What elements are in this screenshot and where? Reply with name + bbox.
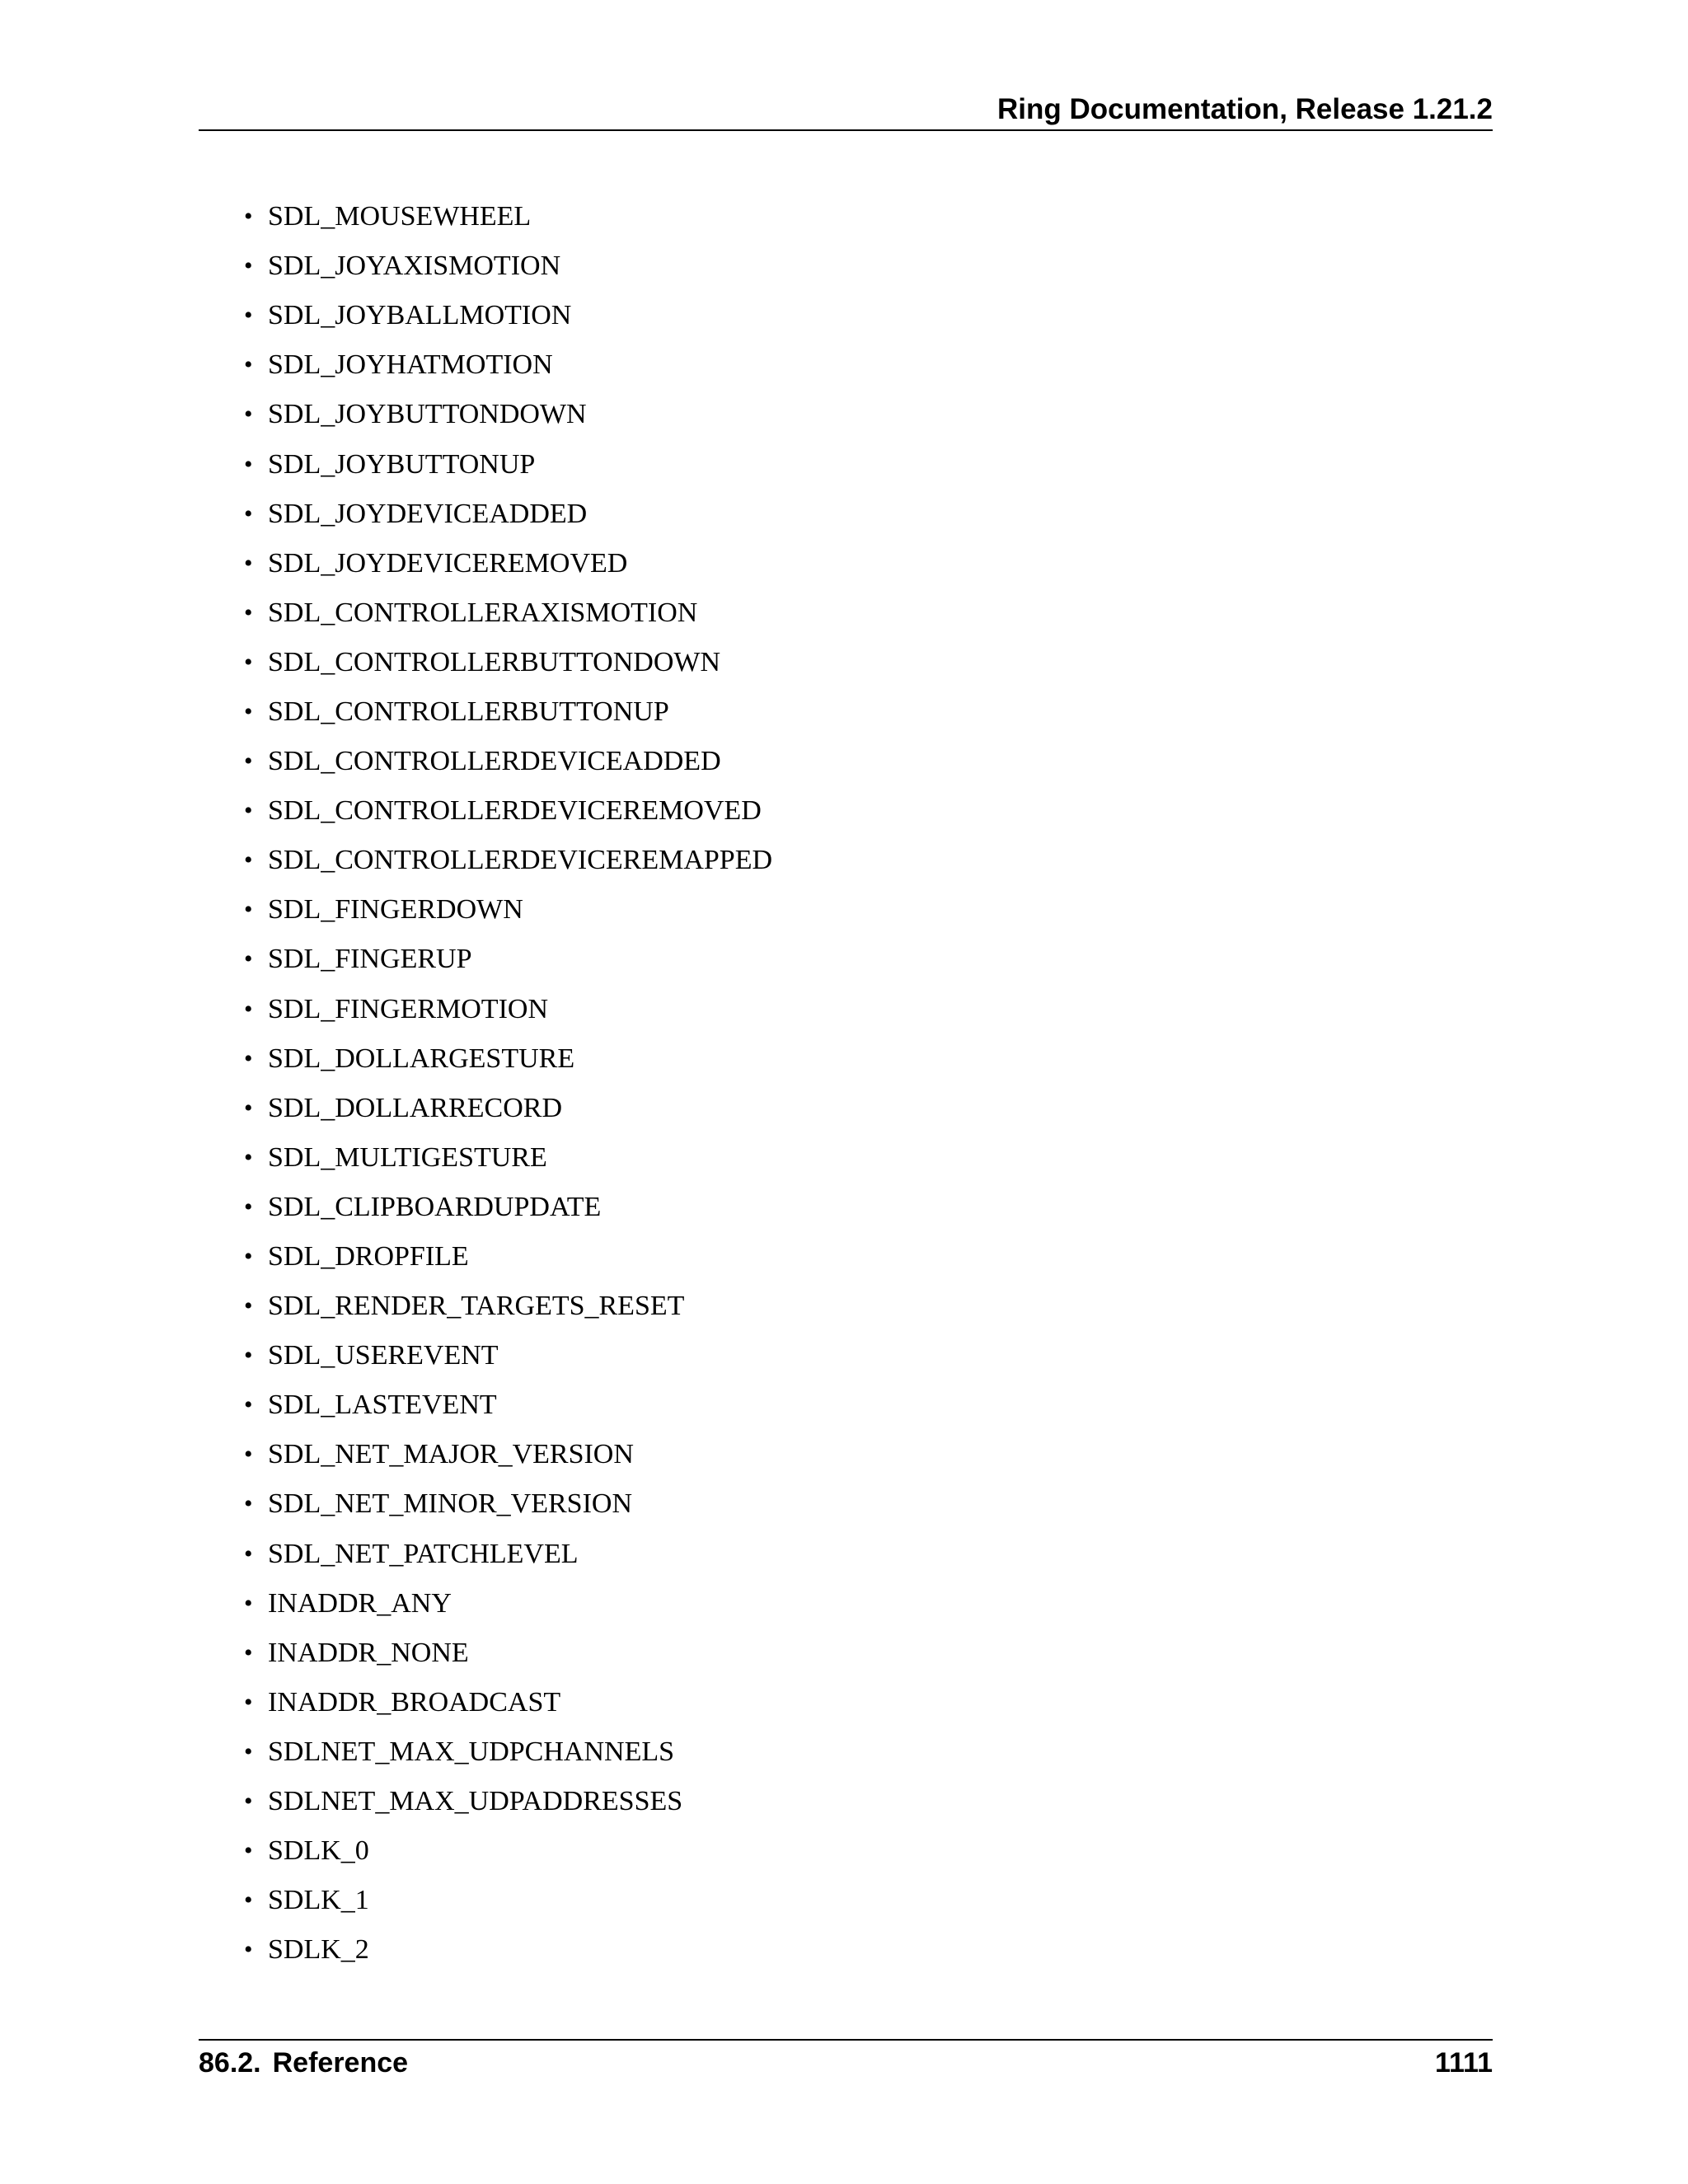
list-item — [244, 638, 772, 687]
list-item — [244, 985, 772, 1034]
bullet-icon: • — [244, 1737, 253, 1765]
list-item-text: INADDR_BROADCAST — [268, 1686, 561, 1718]
list-item-text: SDLK_1 — [268, 1885, 369, 1916]
list-item — [244, 737, 772, 786]
list-item-text: SDL_FINGERMOTION — [268, 993, 548, 1024]
list-item — [244, 588, 772, 638]
list-item — [244, 291, 772, 340]
list-item — [244, 439, 772, 489]
bullet-icon: • — [244, 748, 253, 776]
bullet-icon: • — [244, 648, 253, 676]
bullet-icon: • — [244, 549, 253, 577]
list-item-text: SDLNET_MAX_UDPCHANNELS — [268, 1736, 675, 1767]
bullet-icon: • — [244, 598, 253, 626]
bullet-icon: • — [244, 1589, 253, 1617]
footer-rule — [199, 2039, 1493, 2041]
bullet-icon: • — [244, 203, 253, 231]
list-item-text: SDL_DOLLARGESTURE — [268, 1043, 575, 1074]
bullet-icon: • — [244, 1837, 253, 1865]
bullet-icon: • — [244, 896, 253, 924]
list-item-text: INADDR_ANY — [268, 1587, 452, 1619]
footer-section-number: 86.2. — [199, 2047, 261, 2079]
bullet-icon: • — [244, 302, 253, 330]
list-item-text: SDL_NET_MAJOR_VERSION — [268, 1439, 634, 1470]
bullet-icon: • — [244, 697, 253, 725]
footer-page-number: 1111 — [1434, 2047, 1493, 2079]
list-item-text: SDL_CONTROLLERAXISMOTION — [268, 597, 698, 628]
bullet-icon: • — [244, 846, 253, 874]
list-item — [244, 1876, 772, 1925]
list-item — [244, 1479, 772, 1529]
bullet-icon: • — [244, 945, 253, 973]
list-item-text: SDL_DROPFILE — [268, 1241, 469, 1272]
list-item — [244, 1430, 772, 1479]
list-item-text: SDLK_0 — [268, 1835, 369, 1867]
bullet-icon: • — [244, 351, 253, 379]
bullet-icon: • — [244, 1094, 253, 1122]
list-item-text: SDL_LASTEVENT — [268, 1390, 497, 1421]
list-item-text: SDL_MOUSEWHEEL — [268, 201, 532, 232]
list-item — [244, 786, 772, 836]
bullet-icon: • — [244, 1292, 253, 1320]
list-item — [244, 1678, 772, 1727]
list-item — [244, 1034, 772, 1084]
list-item — [244, 390, 772, 439]
list-item-text: SDL_MULTIGESTURE — [268, 1141, 547, 1173]
list-item-text: SDL_JOYHATMOTION — [268, 349, 553, 381]
list-item — [244, 192, 772, 241]
bullet-icon: • — [244, 1243, 253, 1271]
list-item — [244, 1629, 772, 1678]
list-item — [244, 1579, 772, 1629]
list-item-text: SDL_CONTROLLERDEVICEREMOVED — [268, 795, 762, 827]
list-item-text: SDL_FINGERDOWN — [268, 894, 523, 926]
list-item-text: INADDR_NONE — [268, 1637, 469, 1668]
list-item-text: SDL_RENDER_TARGETS_RESET — [268, 1291, 685, 1322]
list-item-text: SDL_CONTROLLERBUTTONDOWN — [268, 646, 721, 677]
bullet-icon: • — [244, 1441, 253, 1469]
list-item — [244, 340, 772, 390]
list-item-text: SDLNET_MAX_UDPADDRESSES — [268, 1786, 683, 1817]
bullet-icon: • — [244, 1391, 253, 1419]
list-item-text: SDL_CONTROLLERDEVICEREMAPPED — [268, 845, 773, 876]
list-item-text: SDL_FINGERUP — [268, 944, 472, 975]
list-item — [244, 1133, 772, 1183]
bullet-icon: • — [244, 995, 253, 1023]
list-item — [244, 539, 772, 588]
list-item — [244, 935, 772, 984]
list-item-text: SDL_CONTROLLERBUTTONUP — [268, 696, 669, 727]
list-item — [244, 1232, 772, 1282]
bullet-icon: • — [244, 252, 253, 280]
bullet-icon: • — [244, 1044, 253, 1072]
list-item-text: SDL_DOLLARRECORD — [268, 1092, 563, 1123]
list-item — [244, 241, 772, 291]
list-item-text: SDL_CONTROLLERDEVICEADDED — [268, 746, 721, 777]
bullet-icon: • — [244, 1540, 253, 1568]
bullet-icon: • — [244, 797, 253, 825]
list-item-text: SDL_USEREVENT — [268, 1340, 499, 1371]
list-item-text: SDL_CLIPBOARDUPDATE — [268, 1191, 602, 1222]
list-item-text: SDL_JOYBUTTONUP — [268, 448, 536, 480]
list-item — [244, 1084, 772, 1133]
list-item — [244, 1727, 772, 1777]
bullet-icon: • — [244, 1143, 253, 1171]
list-item — [244, 836, 772, 885]
bullet-icon: • — [244, 1788, 253, 1816]
list-item — [244, 1777, 772, 1826]
list-item — [244, 1826, 772, 1876]
header-rule — [199, 129, 1493, 131]
list-item — [244, 490, 772, 539]
list-item — [244, 1530, 772, 1579]
list-item-text: SDL_JOYBALLMOTION — [268, 300, 572, 331]
constant-list — [244, 192, 772, 1975]
bullet-icon: • — [244, 1193, 253, 1221]
list-item — [244, 885, 772, 935]
bullet-icon: • — [244, 499, 253, 527]
bullet-icon: • — [244, 1638, 253, 1666]
bullet-icon: • — [244, 401, 253, 429]
bullet-icon: • — [244, 1490, 253, 1518]
list-item — [244, 1282, 772, 1331]
bullet-icon: • — [244, 1936, 253, 1964]
list-item-text: SDL_NET_MINOR_VERSION — [268, 1488, 632, 1520]
running-header-title: Ring Documentation, Release 1.21.2 — [996, 93, 1493, 125]
list-item-text: SDL_JOYDEVICEREMOVED — [268, 547, 628, 579]
list-item-text: SDL_JOYDEVICEADDED — [268, 498, 588, 529]
list-item-text: SDL_JOYAXISMOTION — [268, 251, 561, 282]
list-item-text: SDL_NET_PATCHLEVEL — [268, 1538, 579, 1569]
bullet-icon: • — [244, 450, 253, 478]
bullet-icon: • — [244, 1688, 253, 1716]
footer-section-title: Reference — [272, 2047, 409, 2079]
bullet-icon: • — [244, 1342, 253, 1370]
list-item — [244, 1925, 772, 1975]
list-item — [244, 1183, 772, 1232]
list-item-text: SDLK_2 — [268, 1934, 369, 1966]
list-item-text: SDL_JOYBUTTONDOWN — [268, 399, 587, 430]
list-item — [244, 1380, 772, 1430]
bullet-icon: • — [244, 1886, 253, 1915]
list-item — [244, 687, 772, 737]
footer-section — [199, 2044, 408, 2082]
list-item — [244, 1331, 772, 1380]
